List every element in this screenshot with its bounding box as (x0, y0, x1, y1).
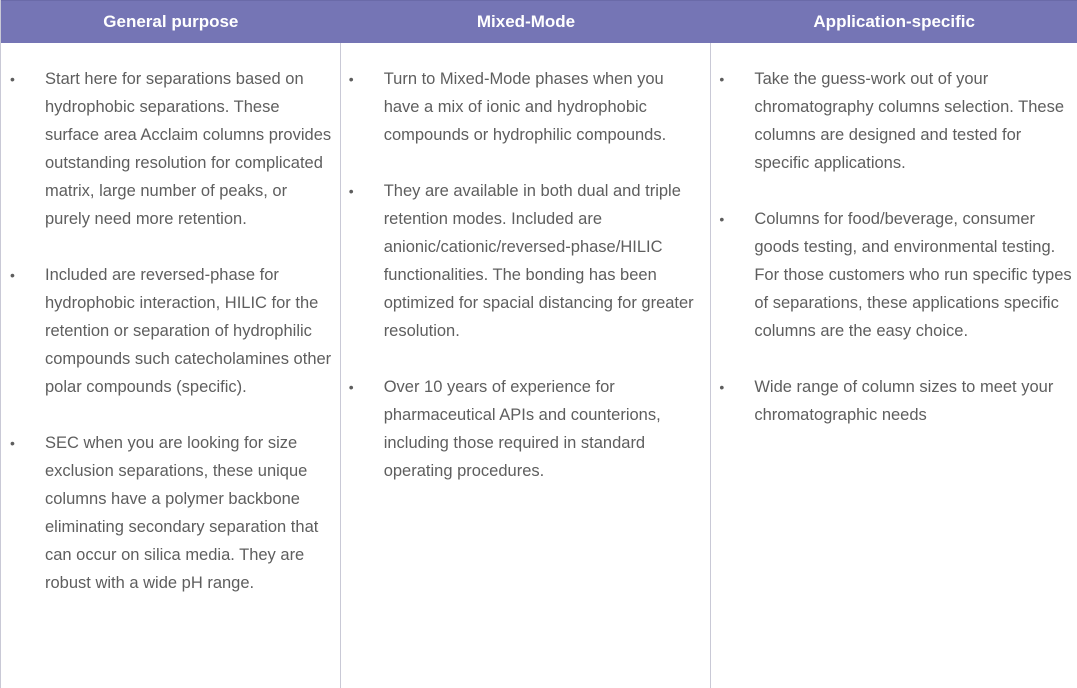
column-mixed-mode (341, 43, 712, 688)
bullet-icon: • (10, 71, 15, 87)
column-application-specific (711, 43, 1077, 688)
header-mixed-mode: Mixed-Mode (476, 12, 576, 31)
item-text: Take the guess-work out of your chromatography columns selection. These columns are designed and tested for specific applications. (754, 70, 1065, 172)
item-text: Turn to Mixed-Mode phases when you have a mix of ionic and hydrophobic compounds or hydrophilic compounds. (383, 70, 667, 144)
item-text: Columns for food/beverage, consumer goods testing, and environmental testing. For those customers who run specific types of separations, these applications specific columns are the easy choice. (754, 210, 1072, 340)
item-text: SEC when you are looking for size exclusion separations, these unique columns have a polymer backbone eliminating secondary separation that can occur on silica media. They are robust with a wide pH range. (45, 434, 319, 592)
bullet-list (341, 43, 711, 485)
list-item (341, 177, 711, 345)
list-item (711, 65, 1077, 177)
header-general-purpose: General purpose (103, 12, 239, 31)
column-general-purpose (1, 43, 341, 688)
bullet-icon: • (348, 71, 354, 87)
bullet-list (711, 43, 1077, 429)
item-text: They are available in both dual and triple retention modes. Included are anionic/cationic/reversed-phase/HILIC functionalities. The bonding has been optimized for spacial distancing for greater resolution. (383, 182, 694, 340)
item-text: Included are reversed-phase for hydrophobic interaction, HILIC for the retention or separation of hydrophilic compounds such catecholamines other polar compounds (specific). (45, 266, 332, 396)
item-text: Over 10 years of experience for pharmaceutical APIs and counterions, including those required in standard operating procedures. (383, 378, 661, 480)
table-body (1, 43, 1077, 688)
list-item (341, 373, 711, 485)
bullet-icon: • (719, 379, 725, 395)
bullet-icon: • (719, 211, 725, 227)
bullet-icon: • (719, 71, 725, 87)
list-item (711, 205, 1077, 345)
list-item (341, 65, 711, 149)
list-item (1, 261, 340, 401)
bullet-icon: • (348, 183, 354, 199)
item-text: Start here for separations based on hydrophobic separations. These surface area Acclaim columns provides outstanding resolution for complicated matrix, large number of peaks, or purely need more retention. (45, 70, 332, 228)
bullet-list (1, 43, 340, 597)
table-header (1, 0, 1077, 43)
list-item (711, 373, 1077, 429)
bullet-icon: • (348, 379, 354, 395)
item-text: Wide range of column sizes to meet your chromatographic needs (754, 378, 1054, 424)
bullet-icon: • (10, 267, 15, 283)
header-application-specific: Application-specific (813, 12, 975, 31)
bullet-icon: • (10, 435, 15, 451)
list-item (1, 65, 340, 233)
list-item (1, 429, 340, 597)
